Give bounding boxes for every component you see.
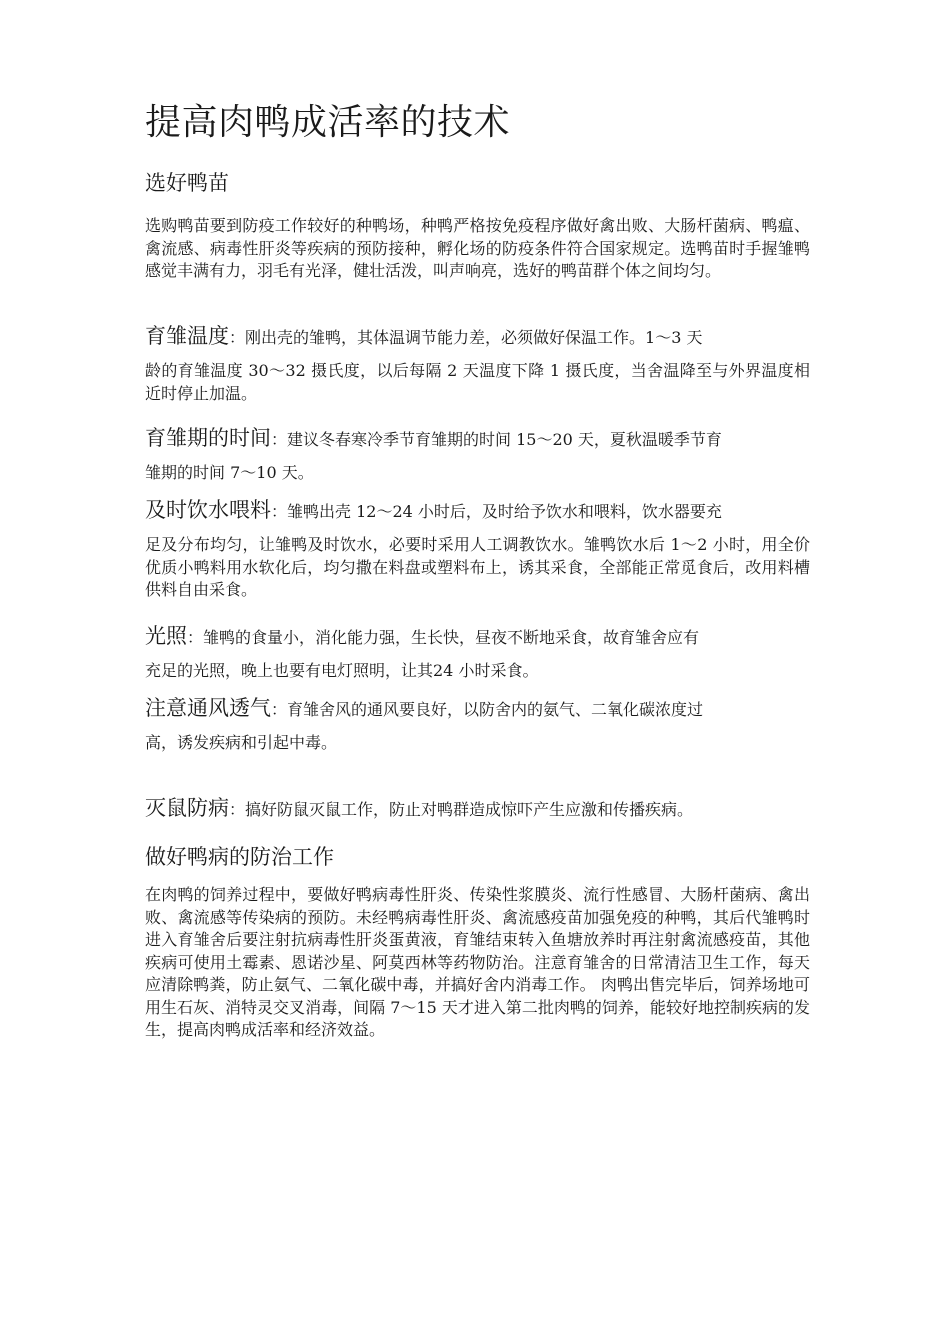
item-separator: ：	[229, 328, 246, 347]
item-first-line: 育雏舍风的通风要良好，以防舍内的氨气、二氧化碳浓度过	[287, 700, 704, 719]
item-brooding-period	[145, 420, 810, 485]
item-body: 高，诱发疾病和引起中毒。	[145, 733, 338, 752]
item-body: 龄的育雏温度 30～32 摄氏度，以后每隔 2 天温度下降 1 摄氏度，当舍温降至与外界温度相近时停止加温。	[145, 361, 810, 403]
item-separator: ：	[271, 700, 288, 719]
item-first-line: 搞好防鼠灭鼠工作，防止对鸭群造成惊吓产生应激和传播疾病。	[245, 800, 694, 819]
item-rodent-control	[145, 790, 810, 828]
item-first-line: 建议冬春寒冷季节育雏期的时间 15～20 天，夏秋温暖季节育	[287, 430, 722, 449]
section-text-choose-ducklings: 选购鸭苗要到防疫工作较好的种鸭场，种鸭严格按免疫程序做好禽出败、大肠杆菌病、鸭瘟、禽流感、病毒性肝炎等疾病的预防接种，孵化场的防疫条件符合国家规定。选鸭苗时手握雏鸭感觉丰满有力，羽毛有光泽，健壮活泼，叫声响亮，选好的鸭苗群个体之间均匀。	[145, 216, 810, 280]
section-text-disease-prevention: 在肉鸭的饲养过程中，要做好鸭病毒性肝炎、传染性浆膜炎、流行性感冒、大肠杆菌病、禽出败、禽流感等传染病的预防。未经鸭病毒性肝炎、禽流感疫苗加强免疫的种鸭，其后代雏鸭时进入育雏舍后要注射抗病毒性肝炎蛋黄液，育雏结束转入鱼塘放养时再注射禽流感疫苗，其他疾病可使用土霉素、恩诺沙星、阿莫西林等药物防治。注意育雏舍的日常清洁卫生工作，每天应清除鸭粪，防止氨气、二氧化碳中毒，并搞好舍内消毒工作。 肉鸭出售完毕后，饲养场地可用生石灰、消特灵交叉消毒，间隔 7～15 天才进入第二批肉鸭的饲养，能较好地控制疾病的发生，提高肉鸭成活率和经济效益。	[145, 885, 810, 1039]
item-separator: ：	[271, 430, 288, 449]
document-title: 提高肉鸭成活率的技术	[145, 102, 511, 143]
item-first-line: 雏鸭的食量小，消化能力强，生长快，昼夜不断地采食，故育雏舍应有	[203, 628, 700, 647]
item-lighting	[145, 618, 810, 683]
item-separator: ：	[229, 800, 246, 819]
item-first-line: 雏鸭出壳 12～24 小时后，及时给予饮水和喂料，饮水器要充	[287, 502, 722, 521]
item-brooding-temperature	[145, 318, 810, 405]
item-body: 足及分布均匀，让雏鸭及时饮水，必要时采用人工调教饮水。雏鸭饮水后 1～2 小时，用全价优质小鸭料用水软化后，均匀撒在料盘或塑料布上，诱其采食，全部能正常觅食后，改用料槽供料自由采食。	[145, 535, 810, 599]
item-separator: ：	[187, 628, 204, 647]
item-lead: 及时饮水喂料	[145, 498, 271, 522]
section-heading-disease-prevention: 做好鸭病的防治工作	[145, 845, 334, 869]
item-lead: 注意通风透气	[145, 696, 271, 720]
item-lead: 光照	[145, 624, 187, 648]
item-separator: ：	[271, 502, 288, 521]
item-ventilation	[145, 690, 810, 755]
item-first-line: 刚出壳的雏鸭，其体温调节能力差，必须做好保温工作。1～3 天	[245, 328, 703, 347]
section-heading-choose-ducklings: 选好鸭苗	[145, 171, 229, 195]
item-lead: 灭鼠防病	[145, 796, 229, 820]
item-body: 雏期的时间 7～10 天。	[145, 463, 314, 482]
item-body: 充足的光照，晚上也要有电灯照明，让其24 小时采食。	[145, 661, 539, 680]
item-lead: 育雏期的时间	[145, 426, 271, 450]
item-lead: 育雏温度	[145, 324, 229, 348]
item-water-and-feed	[145, 492, 810, 602]
